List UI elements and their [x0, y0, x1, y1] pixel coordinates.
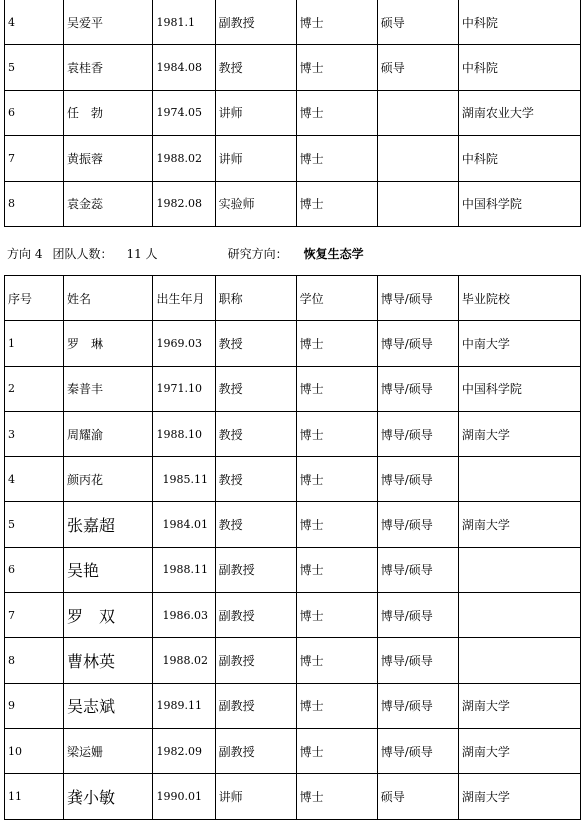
title-cell: 讲师	[215, 136, 296, 181]
degree-cell: 博士	[296, 638, 377, 683]
birth-date-cell: 1986.03	[153, 593, 215, 638]
birth-date-cell: 1988.02	[153, 136, 215, 181]
name-cell: 吴爱平	[63, 0, 153, 45]
birth-date-cell: 1989.11	[153, 683, 215, 728]
table-row	[5, 321, 581, 366]
birth-date-cell: 1982.08	[153, 181, 215, 226]
degree-cell: 博士	[296, 0, 377, 45]
alma-mater-cell: 中南大学	[458, 321, 580, 366]
faculty-table-direction-4	[4, 275, 581, 820]
name-cell: 吴志斌	[63, 683, 153, 728]
column-header: 学位	[296, 276, 377, 321]
birth-date-cell: 1981.1	[153, 0, 215, 45]
title-cell: 教授	[215, 411, 296, 456]
table-row	[5, 502, 581, 547]
row-number-cell: 7	[5, 136, 64, 181]
birth-date-cell: 1988.10	[153, 411, 215, 456]
column-header: 序号	[5, 276, 64, 321]
section-header	[7, 241, 364, 265]
name-cell: 龚小敏	[63, 774, 153, 819]
supervisor-cell: 博导/硕导	[377, 728, 458, 773]
row-number-cell: 11	[5, 774, 64, 819]
title-cell: 副教授	[215, 728, 296, 773]
birth-date-cell: 1984.01	[153, 502, 215, 547]
alma-mater-cell	[458, 547, 580, 592]
alma-mater-cell: 湖南大学	[458, 683, 580, 728]
degree-cell: 博士	[296, 683, 377, 728]
degree-cell: 博士	[296, 90, 377, 135]
degree-cell: 博士	[296, 457, 377, 502]
degree-cell: 博士	[296, 181, 377, 226]
name-cell: 罗 双	[63, 593, 153, 638]
alma-mater-cell: 中国科学院	[458, 181, 580, 226]
table-row	[5, 181, 581, 226]
title-cell: 副教授	[215, 547, 296, 592]
alma-mater-cell: 湖南农业大学	[458, 90, 580, 135]
degree-cell: 博士	[296, 411, 377, 456]
supervisor-cell: 硕导	[377, 0, 458, 45]
row-number-cell: 8	[5, 638, 64, 683]
degree-cell: 博士	[296, 45, 377, 90]
supervisor-cell: 博导/硕导	[377, 411, 458, 456]
name-cell: 颜丙花	[63, 457, 153, 502]
row-number-cell: 2	[5, 366, 64, 411]
title-cell: 教授	[215, 457, 296, 502]
degree-cell: 博士	[296, 321, 377, 366]
row-number-cell: 10	[5, 728, 64, 773]
alma-mater-cell	[458, 593, 580, 638]
table-row	[5, 774, 581, 819]
table-row	[5, 136, 581, 181]
title-cell: 教授	[215, 45, 296, 90]
column-header: 姓名	[63, 276, 153, 321]
team-size-label: 团队人数：	[52, 246, 113, 261]
birth-date-cell: 1971.10	[153, 366, 215, 411]
alma-mater-cell: 湖南大学	[458, 502, 580, 547]
degree-cell: 博士	[296, 502, 377, 547]
alma-mater-cell: 湖南大学	[458, 411, 580, 456]
name-cell: 吴艳	[63, 547, 153, 592]
birth-date-cell: 1985.11	[153, 457, 215, 502]
row-number-cell: 9	[5, 683, 64, 728]
title-cell: 副教授	[215, 638, 296, 683]
column-header: 出生年月	[153, 276, 215, 321]
name-cell: 袁桂香	[63, 45, 153, 90]
direction-label: 方向 4	[7, 246, 43, 261]
degree-cell: 博士	[296, 774, 377, 819]
supervisor-cell: 博导/硕导	[377, 502, 458, 547]
title-cell: 教授	[215, 366, 296, 411]
table-row	[5, 593, 581, 638]
name-cell: 梁运姗	[63, 728, 153, 773]
title-cell: 实验师	[215, 181, 296, 226]
birth-date-cell: 1990.01	[153, 774, 215, 819]
supervisor-cell	[377, 181, 458, 226]
supervisor-cell: 博导/硕导	[377, 593, 458, 638]
alma-mater-cell: 中国科学院	[458, 366, 580, 411]
table-row	[5, 638, 581, 683]
table-row	[5, 457, 581, 502]
title-cell: 教授	[215, 321, 296, 366]
team-size-value: 11 人	[126, 246, 158, 261]
name-cell: 罗 琳	[63, 321, 153, 366]
table-row	[5, 547, 581, 592]
supervisor-cell	[377, 136, 458, 181]
table-row	[5, 411, 581, 456]
row-number-cell: 3	[5, 411, 64, 456]
research-direction-label: 研究方向：	[227, 246, 288, 261]
name-cell: 黄振蓉	[63, 136, 153, 181]
supervisor-cell: 博导/硕导	[377, 683, 458, 728]
alma-mater-cell: 中科院	[458, 45, 580, 90]
supervisor-cell: 博导/硕导	[377, 547, 458, 592]
name-cell: 袁金蕊	[63, 181, 153, 226]
title-cell: 讲师	[215, 90, 296, 135]
title-cell: 副教授	[215, 683, 296, 728]
table-row	[5, 683, 581, 728]
column-header: 毕业院校	[458, 276, 580, 321]
title-cell: 教授	[215, 502, 296, 547]
degree-cell: 博士	[296, 593, 377, 638]
birth-date-cell: 1974.05	[153, 90, 215, 135]
degree-cell: 博士	[296, 728, 377, 773]
supervisor-cell: 博导/硕导	[377, 638, 458, 683]
degree-cell: 博士	[296, 136, 377, 181]
row-number-cell: 7	[5, 593, 64, 638]
column-header: 职称	[215, 276, 296, 321]
alma-mater-cell: 中科院	[458, 136, 580, 181]
supervisor-cell	[377, 90, 458, 135]
title-cell: 副教授	[215, 593, 296, 638]
supervisor-cell: 硕导	[377, 774, 458, 819]
birth-date-cell: 1982.09	[153, 728, 215, 773]
name-cell: 秦普丰	[63, 366, 153, 411]
title-cell: 讲师	[215, 774, 296, 819]
alma-mater-cell: 中科院	[458, 0, 580, 45]
supervisor-cell: 博导/硕导	[377, 366, 458, 411]
name-cell: 周耀渝	[63, 411, 153, 456]
alma-mater-cell	[458, 638, 580, 683]
name-cell: 曹林英	[63, 638, 153, 683]
supervisor-cell: 博导/硕导	[377, 457, 458, 502]
row-number-cell: 1	[5, 321, 64, 366]
alma-mater-cell: 湖南大学	[458, 728, 580, 773]
name-cell: 任 勃	[63, 90, 153, 135]
alma-mater-cell	[458, 457, 580, 502]
birth-date-cell: 1984.08	[153, 45, 215, 90]
supervisor-cell: 博导/硕导	[377, 321, 458, 366]
row-number-cell: 6	[5, 90, 64, 135]
row-number-cell: 5	[5, 502, 64, 547]
row-number-cell: 8	[5, 181, 64, 226]
birth-date-cell: 1988.02	[153, 638, 215, 683]
supervisor-cell: 硕导	[377, 45, 458, 90]
row-number-cell: 5	[5, 45, 64, 90]
row-number-cell: 4	[5, 0, 64, 45]
table-row	[5, 728, 581, 773]
name-cell: 张嘉超	[63, 502, 153, 547]
birth-date-cell: 1988.11	[153, 547, 215, 592]
degree-cell: 博士	[296, 547, 377, 592]
alma-mater-cell: 湖南大学	[458, 774, 580, 819]
row-number-cell: 4	[5, 457, 64, 502]
title-cell: 副教授	[215, 0, 296, 45]
research-direction-value: 恢复生态学	[303, 246, 364, 261]
table-row	[5, 90, 581, 135]
faculty-table-continued	[4, 0, 581, 227]
table-row	[5, 366, 581, 411]
birth-date-cell: 1969.03	[153, 321, 215, 366]
row-number-cell: 6	[5, 547, 64, 592]
degree-cell: 博士	[296, 366, 377, 411]
column-header: 博导/硕导	[377, 276, 458, 321]
table-row	[5, 45, 581, 90]
table-header-row	[5, 276, 581, 321]
table-row	[5, 0, 581, 45]
